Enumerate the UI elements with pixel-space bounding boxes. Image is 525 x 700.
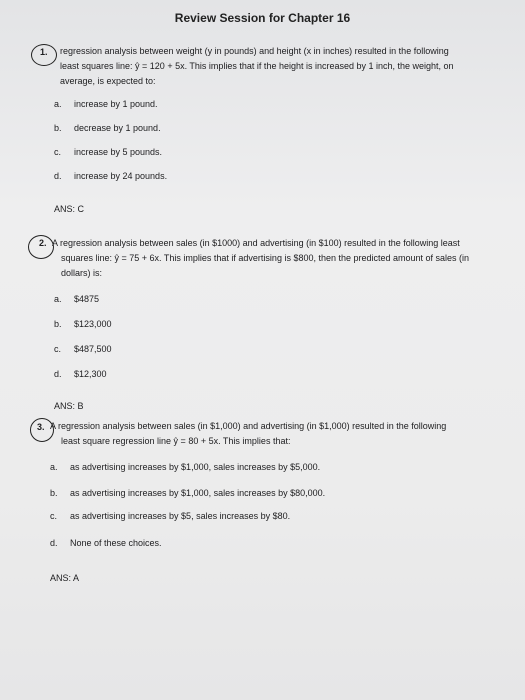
- choice-letter: b.: [54, 319, 62, 329]
- choice-letter: b.: [54, 123, 62, 133]
- choice-d: [54, 171, 167, 181]
- choice-text: $487,500: [74, 344, 112, 354]
- choice-b: [54, 319, 112, 329]
- choice-b: [50, 488, 325, 498]
- choice-letter: a.: [54, 99, 62, 109]
- question-number: 3.: [37, 422, 45, 432]
- stem-line: least square regression line ŷ = 80 + 5x. This implies that:: [61, 436, 291, 446]
- choice-a: [54, 294, 99, 304]
- stem-line: regression analysis between weight (y in pounds) and height (x in inches) resulted in the following: [60, 46, 449, 56]
- choice-letter: a.: [50, 462, 58, 472]
- choice-text: as advertising increases by $5, sales increases by $80.: [70, 511, 291, 521]
- choice-letter: c.: [54, 344, 62, 354]
- choice-c: [54, 147, 162, 157]
- choice-text: increase by 24 pounds.: [74, 171, 168, 181]
- choice-text: $12,300: [74, 369, 107, 379]
- answer-key: ANS: C: [54, 204, 85, 214]
- choice-text: as advertising increases by $1,000, sales increases by $80,000.: [70, 488, 326, 498]
- choice-text: increase by 1 pound.: [74, 99, 158, 109]
- choice-text: None of these choices.: [70, 538, 162, 548]
- page-title: Review Session for Chapter 16: [174, 11, 351, 25]
- stem-line: A regression analysis between sales (in $1,000) and advertising (in $1,000) resulted in the following: [50, 421, 447, 431]
- choice-letter: b.: [50, 488, 58, 498]
- choice-text: $4875: [74, 294, 100, 304]
- choice-d: [54, 369, 107, 379]
- answer-key: ANS: A: [50, 573, 80, 583]
- stem-line: average, is expected to:: [60, 76, 156, 86]
- stem-line: A regression analysis between sales (in $1000) and advertising (in $100) resulted in the following least: [52, 238, 460, 248]
- choice-text: as advertising increases by $1,000, sales increases by $5,000.: [70, 462, 321, 472]
- stem-line: squares line: ŷ = 75 + 6x. This implies that if advertising is $800, then the predicted amount of sales (in: [61, 253, 470, 263]
- choice-text: increase by 5 pounds.: [74, 147, 163, 157]
- choice-text: $123,000: [74, 319, 112, 329]
- question-number: 2.: [39, 238, 47, 248]
- choice-letter: c.: [50, 511, 58, 521]
- choice-c: [54, 344, 112, 354]
- choice-letter: d.: [54, 369, 62, 379]
- choice-letter: a.: [54, 294, 62, 304]
- choice-d: [50, 538, 162, 548]
- choice-a: [54, 99, 158, 109]
- question-number: 1.: [40, 47, 48, 57]
- choice-c: [50, 511, 290, 521]
- stem-line: dollars) is:: [61, 268, 103, 278]
- choice-text: decrease by 1 pound.: [74, 123, 161, 133]
- choice-b: [54, 123, 161, 133]
- choice-letter: c.: [54, 147, 62, 157]
- stem-line: least squares line: ŷ = 120 + 5x. This implies that if the height is increased by 1 inch, the weight, on: [60, 61, 454, 71]
- choice-a: [50, 462, 320, 472]
- answer-key: ANS: B: [54, 401, 84, 411]
- choice-letter: d.: [50, 538, 58, 548]
- choice-letter: d.: [54, 171, 62, 181]
